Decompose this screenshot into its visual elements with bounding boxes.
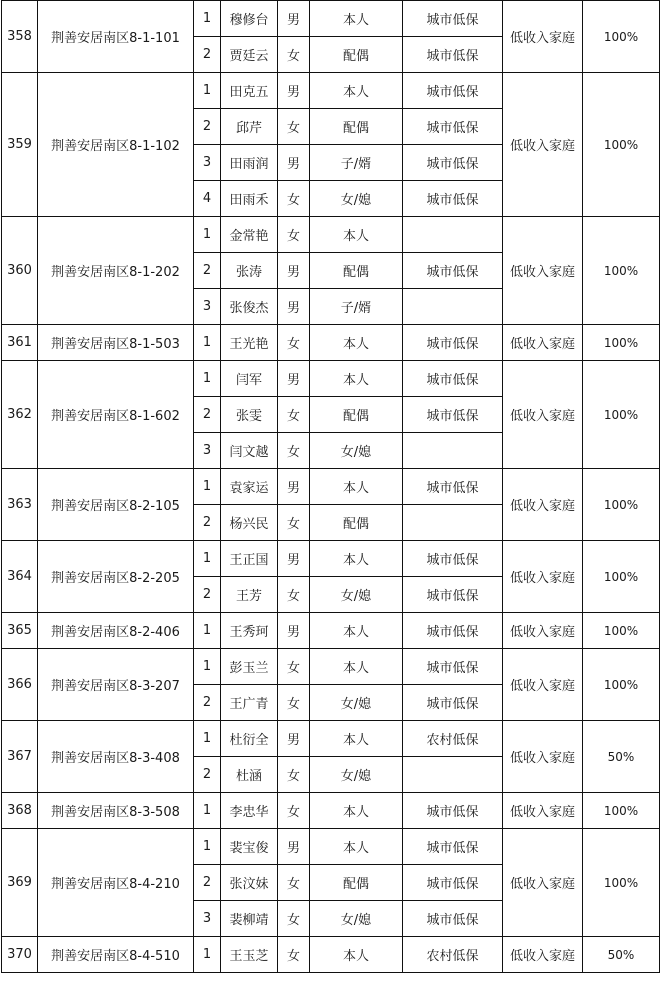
member-index-cell: 1 (194, 1, 221, 37)
household-address-cell: 荆善安居南区8-4-210 (38, 829, 194, 937)
member-name-cell: 王秀珂 (221, 613, 278, 649)
household-address-cell: 荆善安居南区8-1-202 (38, 217, 194, 325)
member-insurance-cell: 城市低保 (403, 649, 503, 685)
member-name-cell: 杜涵 (221, 757, 278, 793)
member-index-cell: 2 (194, 109, 221, 145)
member-insurance-cell: 城市低保 (403, 361, 503, 397)
member-name-cell: 王芳 (221, 577, 278, 613)
member-name-cell: 田雨润 (221, 145, 278, 181)
member-sex-cell: 女 (278, 109, 310, 145)
member-insurance-cell: 城市低保 (403, 181, 503, 217)
member-relation-cell: 女/媳 (310, 577, 403, 613)
member-insurance-cell: 城市低保 (403, 37, 503, 73)
member-relation-cell: 本人 (310, 649, 403, 685)
member-insurance-cell: 城市低保 (403, 901, 503, 937)
member-insurance-cell: 城市低保 (403, 685, 503, 721)
member-insurance-cell: 城市低保 (403, 469, 503, 505)
member-relation-cell: 女/媳 (310, 685, 403, 721)
household-type-cell: 低收入家庭 (503, 217, 583, 325)
member-index-cell: 2 (194, 37, 221, 73)
table-row (2, 613, 660, 649)
household-number-cell: 360 (2, 217, 38, 325)
household-ratio-cell: 100% (583, 829, 660, 937)
member-index-cell: 2 (194, 865, 221, 901)
member-index-cell: 3 (194, 145, 221, 181)
member-sex-cell: 男 (278, 721, 310, 757)
table-row (2, 361, 660, 397)
member-index-cell: 1 (194, 613, 221, 649)
member-sex-cell: 女 (278, 433, 310, 469)
member-insurance-cell: 城市低保 (403, 73, 503, 109)
household-number-cell: 367 (2, 721, 38, 793)
household-type-cell: 低收入家庭 (503, 649, 583, 721)
member-insurance-cell (403, 505, 503, 541)
member-relation-cell: 本人 (310, 541, 403, 577)
table-row (2, 469, 660, 505)
household-type-cell: 低收入家庭 (503, 613, 583, 649)
member-relation-cell: 本人 (310, 73, 403, 109)
member-insurance-cell (403, 289, 503, 325)
household-ratio-cell: 100% (583, 793, 660, 829)
member-name-cell: 金常艳 (221, 217, 278, 253)
member-name-cell: 闫文越 (221, 433, 278, 469)
member-insurance-cell: 城市低保 (403, 829, 503, 865)
member-index-cell: 2 (194, 397, 221, 433)
member-index-cell: 3 (194, 901, 221, 937)
member-sex-cell: 男 (278, 829, 310, 865)
member-insurance-cell: 城市低保 (403, 613, 503, 649)
table-row (2, 829, 660, 865)
member-sex-cell: 男 (278, 73, 310, 109)
member-insurance-cell: 城市低保 (403, 793, 503, 829)
household-type-cell: 低收入家庭 (503, 1, 583, 73)
household-type-cell: 低收入家庭 (503, 469, 583, 541)
member-index-cell: 1 (194, 325, 221, 361)
member-sex-cell: 男 (278, 469, 310, 505)
member-relation-cell: 本人 (310, 793, 403, 829)
household-number-cell: 359 (2, 73, 38, 217)
member-relation-cell: 本人 (310, 325, 403, 361)
member-relation-cell: 本人 (310, 361, 403, 397)
member-name-cell: 张涛 (221, 253, 278, 289)
member-index-cell: 2 (194, 685, 221, 721)
member-name-cell: 张汶妹 (221, 865, 278, 901)
member-insurance-cell (403, 433, 503, 469)
member-relation-cell: 本人 (310, 721, 403, 757)
household-type-cell: 低收入家庭 (503, 325, 583, 361)
member-relation-cell: 本人 (310, 829, 403, 865)
household-address-cell: 荆善安居南区8-2-105 (38, 469, 194, 541)
member-index-cell: 1 (194, 361, 221, 397)
member-index-cell: 3 (194, 433, 221, 469)
household-type-cell: 低收入家庭 (503, 721, 583, 793)
member-insurance-cell: 农村低保 (403, 937, 503, 973)
member-name-cell: 裴宝俊 (221, 829, 278, 865)
member-index-cell: 1 (194, 829, 221, 865)
member-index-cell: 1 (194, 541, 221, 577)
household-ratio-cell: 100% (583, 1, 660, 73)
member-name-cell: 袁家运 (221, 469, 278, 505)
member-insurance-cell: 城市低保 (403, 577, 503, 613)
member-name-cell: 张俊杰 (221, 289, 278, 325)
household-number-cell: 363 (2, 469, 38, 541)
member-sex-cell: 男 (278, 253, 310, 289)
member-index-cell: 1 (194, 937, 221, 973)
member-insurance-cell: 城市低保 (403, 109, 503, 145)
household-type-cell: 低收入家庭 (503, 937, 583, 973)
member-name-cell: 杜衍全 (221, 721, 278, 757)
member-sex-cell: 女 (278, 937, 310, 973)
member-name-cell: 李忠华 (221, 793, 278, 829)
table-row (2, 325, 660, 361)
household-ratio-cell: 50% (583, 937, 660, 973)
member-relation-cell: 子/婿 (310, 289, 403, 325)
table-row (2, 649, 660, 685)
table-row (2, 793, 660, 829)
table-row (2, 937, 660, 973)
member-name-cell: 张雯 (221, 397, 278, 433)
household-number-cell: 368 (2, 793, 38, 829)
household-ratio-cell: 100% (583, 73, 660, 217)
household-address-cell: 荆善安居南区8-1-102 (38, 73, 194, 217)
household-type-cell: 低收入家庭 (503, 541, 583, 613)
member-name-cell: 田克五 (221, 73, 278, 109)
member-sex-cell: 女 (278, 793, 310, 829)
member-sex-cell: 女 (278, 181, 310, 217)
household-number-cell: 364 (2, 541, 38, 613)
household-number-cell: 370 (2, 937, 38, 973)
member-index-cell: 1 (194, 73, 221, 109)
member-relation-cell: 本人 (310, 613, 403, 649)
member-name-cell: 田雨禾 (221, 181, 278, 217)
household-number-cell: 369 (2, 829, 38, 937)
member-relation-cell: 配偶 (310, 397, 403, 433)
household-address-cell: 荆善安居南区8-3-408 (38, 721, 194, 793)
member-relation-cell: 女/媳 (310, 901, 403, 937)
member-relation-cell: 配偶 (310, 253, 403, 289)
member-relation-cell: 女/媳 (310, 757, 403, 793)
member-index-cell: 2 (194, 505, 221, 541)
household-ratio-cell: 50% (583, 721, 660, 793)
household-number-cell: 362 (2, 361, 38, 469)
household-type-cell: 低收入家庭 (503, 73, 583, 217)
member-index-cell: 2 (194, 577, 221, 613)
household-number-cell: 366 (2, 649, 38, 721)
member-insurance-cell (403, 217, 503, 253)
member-sex-cell: 男 (278, 145, 310, 181)
table-row (2, 73, 660, 109)
member-name-cell: 王广青 (221, 685, 278, 721)
member-name-cell: 穆修台 (221, 1, 278, 37)
member-sex-cell: 女 (278, 505, 310, 541)
member-insurance-cell: 城市低保 (403, 1, 503, 37)
member-name-cell: 闫军 (221, 361, 278, 397)
member-relation-cell: 女/媳 (310, 181, 403, 217)
household-ratio-cell: 100% (583, 469, 660, 541)
member-relation-cell: 本人 (310, 937, 403, 973)
table-row (2, 1, 660, 37)
member-name-cell: 彭玉兰 (221, 649, 278, 685)
household-ratio-cell: 100% (583, 541, 660, 613)
household-ratio-cell: 100% (583, 613, 660, 649)
household-number-cell: 361 (2, 325, 38, 361)
member-index-cell: 4 (194, 181, 221, 217)
household-address-cell: 荆善安居南区8-3-508 (38, 793, 194, 829)
member-relation-cell: 女/媳 (310, 433, 403, 469)
household-number-cell: 358 (2, 1, 38, 73)
member-sex-cell: 男 (278, 289, 310, 325)
member-relation-cell: 配偶 (310, 505, 403, 541)
member-sex-cell: 女 (278, 325, 310, 361)
household-address-cell: 荆善安居南区8-1-602 (38, 361, 194, 469)
household-address-cell: 荆善安居南区8-2-205 (38, 541, 194, 613)
member-sex-cell: 女 (278, 397, 310, 433)
member-sex-cell: 女 (278, 865, 310, 901)
table-row (2, 721, 660, 757)
member-sex-cell: 女 (278, 757, 310, 793)
household-number-cell: 365 (2, 613, 38, 649)
household-address-cell: 荆善安居南区8-1-503 (38, 325, 194, 361)
table-row (2, 217, 660, 253)
member-insurance-cell: 城市低保 (403, 397, 503, 433)
member-index-cell: 1 (194, 721, 221, 757)
member-insurance-cell: 农村低保 (403, 721, 503, 757)
member-relation-cell: 配偶 (310, 37, 403, 73)
member-insurance-cell: 城市低保 (403, 865, 503, 901)
member-insurance-cell: 城市低保 (403, 541, 503, 577)
member-sex-cell: 女 (278, 37, 310, 73)
member-sex-cell: 女 (278, 685, 310, 721)
member-insurance-cell: 城市低保 (403, 253, 503, 289)
member-relation-cell: 本人 (310, 469, 403, 505)
member-sex-cell: 男 (278, 1, 310, 37)
member-sex-cell: 女 (278, 217, 310, 253)
member-index-cell: 1 (194, 649, 221, 685)
household-type-cell: 低收入家庭 (503, 361, 583, 469)
member-relation-cell: 本人 (310, 217, 403, 253)
member-index-cell: 3 (194, 289, 221, 325)
member-sex-cell: 女 (278, 649, 310, 685)
member-name-cell: 贾廷云 (221, 37, 278, 73)
member-index-cell: 1 (194, 793, 221, 829)
member-sex-cell: 男 (278, 541, 310, 577)
household-address-cell: 荆善安居南区8-2-406 (38, 613, 194, 649)
member-sex-cell: 男 (278, 361, 310, 397)
household-ratio-cell: 100% (583, 217, 660, 325)
member-insurance-cell (403, 757, 503, 793)
member-name-cell: 王光艳 (221, 325, 278, 361)
member-index-cell: 1 (194, 217, 221, 253)
member-name-cell: 王正国 (221, 541, 278, 577)
household-ratio-cell: 100% (583, 361, 660, 469)
member-sex-cell: 男 (278, 613, 310, 649)
member-sex-cell: 女 (278, 577, 310, 613)
member-name-cell: 杨兴民 (221, 505, 278, 541)
household-ratio-cell: 100% (583, 325, 660, 361)
household-ratio-cell: 100% (583, 649, 660, 721)
household-address-cell: 荆善安居南区8-3-207 (38, 649, 194, 721)
member-insurance-cell: 城市低保 (403, 325, 503, 361)
household-type-cell: 低收入家庭 (503, 793, 583, 829)
member-name-cell: 裴柳靖 (221, 901, 278, 937)
member-sex-cell: 女 (278, 901, 310, 937)
member-relation-cell: 配偶 (310, 865, 403, 901)
member-index-cell: 2 (194, 253, 221, 289)
member-relation-cell: 子/婿 (310, 145, 403, 181)
households-table (1, 0, 660, 973)
member-name-cell: 邱芹 (221, 109, 278, 145)
member-relation-cell: 配偶 (310, 109, 403, 145)
member-relation-cell: 本人 (310, 1, 403, 37)
member-index-cell: 1 (194, 469, 221, 505)
household-address-cell: 荆善安居南区8-4-510 (38, 937, 194, 973)
table-row (2, 541, 660, 577)
member-index-cell: 2 (194, 757, 221, 793)
household-address-cell: 荆善安居南区8-1-101 (38, 1, 194, 73)
household-type-cell: 低收入家庭 (503, 829, 583, 937)
member-name-cell: 王玉芝 (221, 937, 278, 973)
member-insurance-cell: 城市低保 (403, 145, 503, 181)
